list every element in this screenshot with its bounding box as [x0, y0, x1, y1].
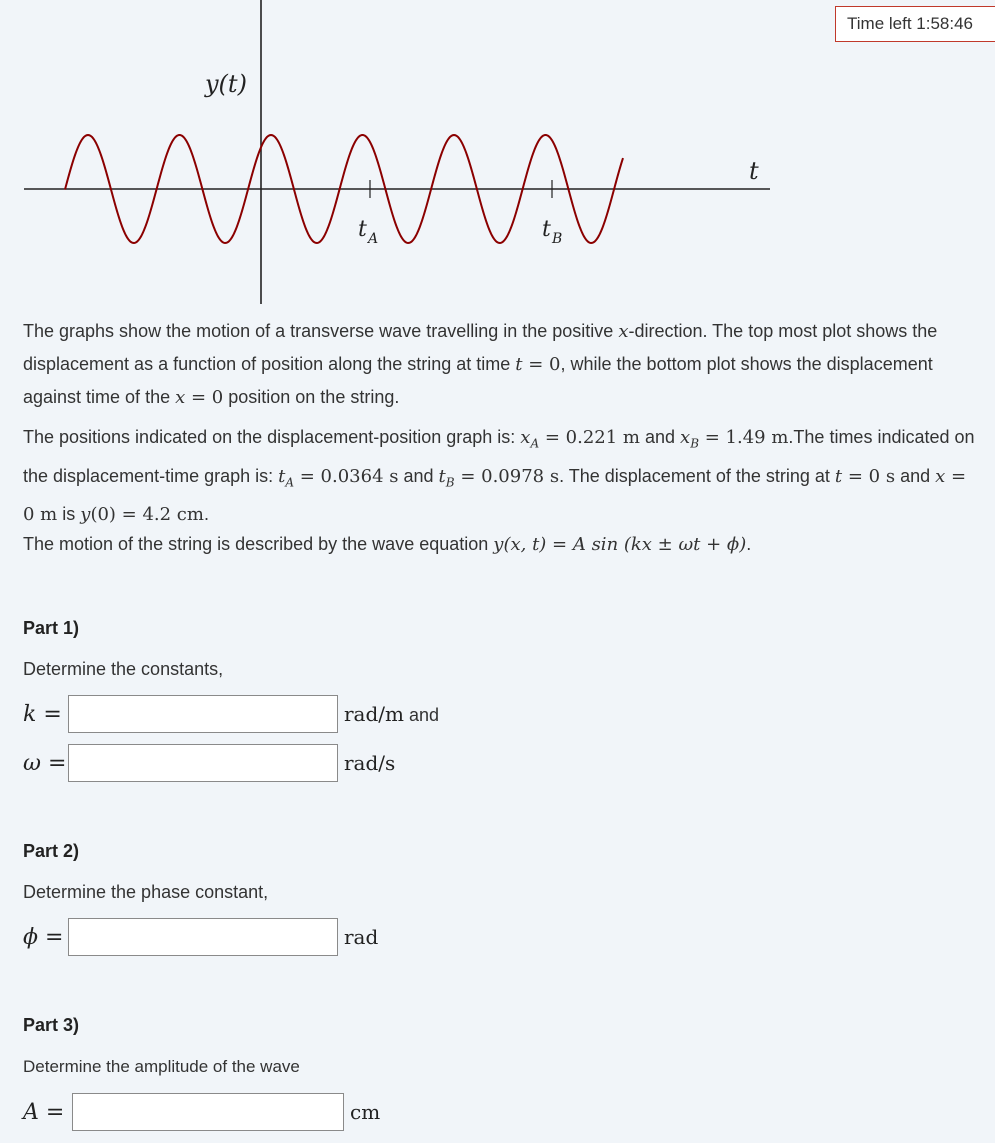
- amplitude-answer-row: [23, 1092, 380, 1132]
- part-1-instruction: Determine the constants,: [23, 659, 224, 679]
- omega-input[interactable]: [68, 744, 338, 782]
- part-1-title: Part 1): [23, 618, 80, 638]
- amplitude-unit: cm: [350, 1100, 381, 1124]
- phi-label: ϕ =: [23, 924, 64, 950]
- tick-b-label-subscript: B: [552, 231, 563, 247]
- tick-a-label-subscript: A: [368, 231, 379, 247]
- k-label: k =: [23, 701, 62, 727]
- intro-paragraph-1: The graphs show the motion of a transverse wave travelling in the positive x-direction. The top most plot shows the displacement as a function of position along the string at time t = 0, while the bottom plot shows the displacement against time of the x = 0 position on the string.: [23, 321, 938, 408]
- k-unit: rad/m and: [344, 702, 440, 726]
- x-axis-label: t: [749, 157, 759, 185]
- part-2-title: Part 2): [23, 841, 80, 861]
- part-3-instruction: Determine the amplitude of the wave: [23, 1057, 300, 1076]
- phi-unit: rad: [344, 925, 379, 949]
- intro-paragraph-3: The motion of the string is described by the wave equation y(x, t) = A sin (kx ± ωt + ϕ).: [23, 534, 752, 555]
- phi-input[interactable]: [68, 918, 338, 956]
- omega-answer-row: [23, 743, 395, 783]
- omega-label: ω =: [23, 750, 67, 776]
- amplitude-label: A =: [23, 1099, 65, 1125]
- k-answer-row: [23, 694, 439, 734]
- omega-unit: rad/s: [344, 751, 396, 775]
- time-left-indicator: Time left 1:58:46: [835, 6, 995, 42]
- phi-answer-row: [23, 917, 378, 957]
- k-input[interactable]: [68, 695, 338, 733]
- y-axis-label: y(t): [205, 70, 247, 98]
- amplitude-input[interactable]: [72, 1093, 344, 1131]
- part-2-instruction: Determine the phase constant,: [23, 882, 269, 902]
- tick-b-label: t: [542, 217, 551, 242]
- wave-equation: y(x, t) = A sin (kx ± ωt + ϕ): [493, 534, 747, 555]
- displacement-time-graph: [0, 0, 995, 310]
- part-3-title: Part 3): [23, 1015, 80, 1035]
- tick-a-label: t: [358, 217, 367, 242]
- intro-paragraph-2: The positions indicated on the displacement-position graph is: $x_A = 0.221$ m and $x_B = 1.49$ m.The times indicated on the displacement-time graph is: $t_A = 0.0364$ s and $t_B = 0.0978$ s. The displacement of the string at t = 0 s and x = 0 m is y(0) = 4.2 cm.: [23, 427, 975, 526]
